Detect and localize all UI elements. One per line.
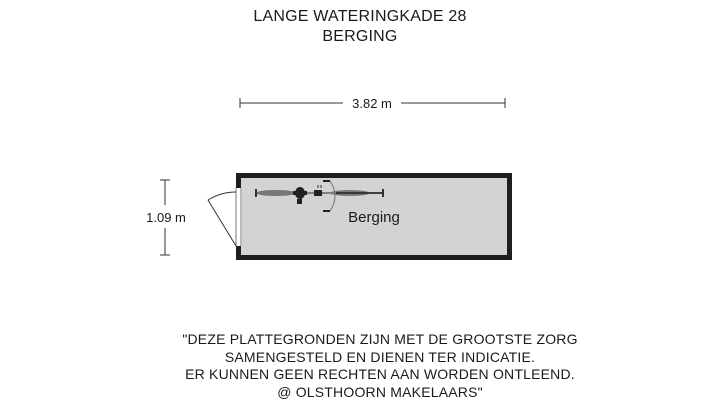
- room-name-label: Berging: [348, 209, 400, 226]
- disclaimer-line: SAMENGESTELD EN DIENEN TER INDICATIE.: [224, 348, 536, 365]
- floor-title: BERGING: [322, 28, 398, 45]
- disclaimer-line: "DEZE PLATTEGRONDEN ZIJN MET DE GROOTSTE ZORG: [182, 331, 578, 347]
- width-dimension-label: 3.82 m: [352, 96, 392, 111]
- door-swing: [208, 192, 236, 246]
- depth-dimension: [146, 180, 186, 255]
- disclaimer-line: @ OLSTHOORN MAKELAARS": [277, 383, 483, 400]
- width-dimension: [240, 96, 505, 111]
- disclaimer: [0, 331, 720, 401]
- address-title: LANGE WATERINGKADE 28: [253, 8, 467, 25]
- depth-dimension-label: 1.09 m: [146, 210, 186, 225]
- disclaimer-line: ER KUNNEN GEEN RECHTEN AAN WORDEN ONTLEEND.: [185, 366, 575, 382]
